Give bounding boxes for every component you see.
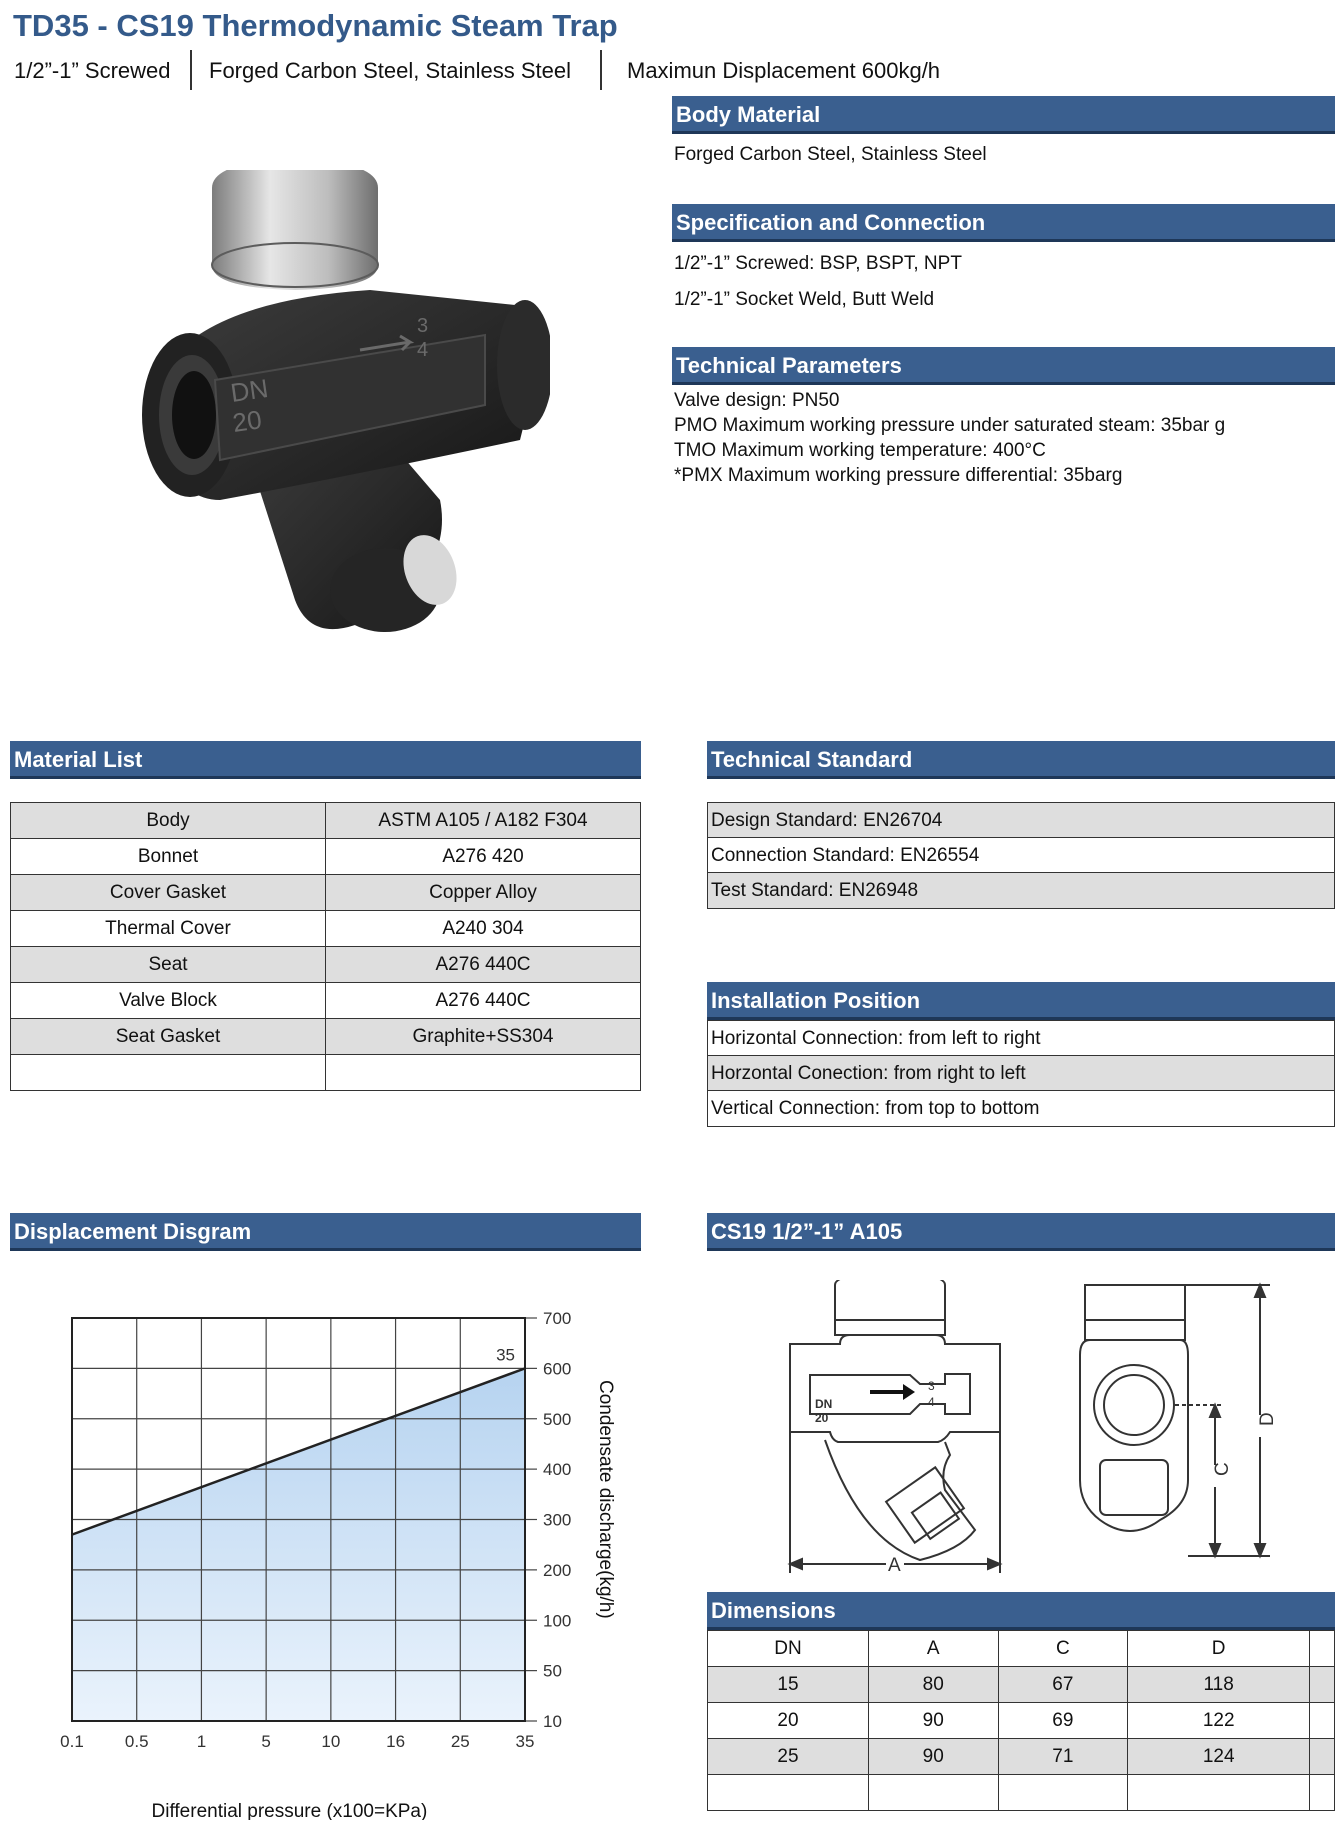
part-material: A276 440C (326, 983, 641, 1019)
table-cell (708, 1775, 869, 1811)
table-cell: 124 (1128, 1739, 1310, 1775)
y-tick-label: 600 (543, 1359, 572, 1379)
dimension-c-label: C (1212, 1462, 1233, 1476)
part-name: Seat Gasket (11, 1019, 326, 1055)
installation-row: Horzontal Conection: from right to left (708, 1056, 1334, 1091)
area-fill (72, 1368, 525, 1721)
column-header: A (868, 1631, 998, 1667)
table-cell: 122 (1128, 1703, 1310, 1739)
x-tick-label: 1 (196, 1732, 207, 1751)
part-name: Valve Block (11, 983, 326, 1019)
tagline-material: Forged Carbon Steel, Stainless Steel (209, 58, 571, 83)
table-cell: 15 (708, 1667, 869, 1703)
dimensions-heading: Dimensions (707, 1592, 1335, 1630)
table-cell: 71 (998, 1739, 1128, 1775)
drawing-dn-text: DN (815, 1397, 833, 1411)
tagline-displacement: Maximun Displacement 600kg/h (627, 58, 941, 83)
column-header: DN (708, 1631, 869, 1667)
x-tick-label: 10 (321, 1732, 341, 1751)
table-cell: 67 (998, 1667, 1128, 1703)
tagline-connection: 1/2”-1” Screwed (14, 58, 171, 83)
x-tick-label: 16 (386, 1732, 406, 1751)
table-cell (1310, 1703, 1335, 1739)
part-name: Body (11, 803, 326, 839)
table-cell (998, 1775, 1128, 1811)
part-name: Cover Gasket (11, 875, 326, 911)
x-tick-label: 25 (450, 1732, 470, 1751)
part-material: A276 440C (326, 947, 641, 983)
standard-row: Test Standard: EN26948 (708, 873, 1334, 908)
installation-row: Horizontal Connection: from left to right (708, 1021, 1334, 1056)
table-row (11, 803, 641, 839)
cast-size-mark-top: 3 (417, 315, 429, 337)
x-tick-label: 5 (261, 1732, 271, 1751)
body-material-heading: Body Material (672, 96, 1335, 134)
drawing-heading: CS19 1/2”-1” A105 (707, 1213, 1335, 1251)
installation-row: Vertical Connection: from top to bottom (711, 1098, 1040, 1119)
dimension-drawing (770, 1280, 1290, 1580)
part-material: A240 304 (326, 911, 641, 947)
dimension-a-label: A (888, 1555, 901, 1576)
technical-standard-heading: Technical Standard (707, 741, 1335, 779)
x-axis-label: Differential pressure (x100=KPa) (151, 1801, 428, 1820)
table-header-row (708, 1631, 1335, 1667)
drawing-size-mark-bottom: 4 (928, 1395, 935, 1409)
y-tick-label: 200 (543, 1560, 572, 1580)
part-material: ASTM A105 / A182 F304 (326, 803, 641, 839)
cast-dn-text: DN (228, 373, 271, 408)
dimension-d-label: D (1257, 1412, 1278, 1426)
cast-size-text: 20 (230, 404, 264, 438)
table-row (11, 1055, 641, 1091)
x-tick-label: 0.5 (124, 1732, 149, 1751)
table-cell (1310, 1739, 1335, 1775)
y-tick-label: 300 (543, 1510, 572, 1530)
table-cell: 69 (998, 1703, 1128, 1739)
column-header: D (1128, 1631, 1310, 1667)
installation-position-list (707, 1020, 1335, 1127)
table-row (11, 1019, 641, 1055)
table-cell: 90 (868, 1739, 998, 1775)
spec-connection-heading: Specification and Connection (672, 204, 1335, 242)
displacement-heading: Displacement Disgram (10, 1213, 641, 1251)
y-tick-label: 500 (543, 1409, 572, 1429)
end-value-annotation: 35 (496, 1345, 515, 1365)
material-list-table (10, 802, 641, 1091)
part-name: Bonnet (11, 839, 326, 875)
table-row (708, 1667, 1335, 1703)
spec-line: 1/2”-1” Socket Weld, Butt Weld (674, 289, 935, 310)
parameter-line: Valve design: PN50 (674, 390, 840, 411)
drawing-size-mark-top: 3 (928, 1379, 935, 1393)
part-material: Copper Alloy (326, 875, 641, 911)
standard-row: Design Standard: EN26704 (708, 803, 1334, 838)
y-axis-label: Condensate discharge(kg/h) (595, 1379, 616, 1619)
table-cell: 25 (708, 1739, 869, 1775)
y-tick-label: 700 (543, 1309, 572, 1328)
table-cell: 118 (1128, 1667, 1310, 1703)
parameter-line: TMO Maximum working temperature: 400°C (674, 440, 1046, 461)
column-header: C (998, 1631, 1128, 1667)
y-tick-label: 50 (543, 1661, 562, 1681)
table-row (11, 839, 641, 875)
table-cell (1310, 1775, 1335, 1811)
table-cell (868, 1775, 998, 1811)
table-cell: 90 (868, 1703, 998, 1739)
part-material: A276 420 (326, 839, 641, 875)
steam-trap-product-image (130, 170, 550, 650)
table-cell (1128, 1775, 1310, 1811)
column-header (1310, 1631, 1335, 1667)
table-cell (1310, 1667, 1335, 1703)
installation-position-heading: Installation Position (707, 982, 1335, 1020)
spec-line: 1/2”-1” Screwed: BSP, BSPT, NPT (674, 253, 962, 274)
table-cell: 20 (708, 1703, 869, 1739)
standard-row: Connection Standard: EN26554 (708, 838, 1334, 873)
y-tick-label: 10 (543, 1712, 562, 1731)
table-row (11, 875, 641, 911)
material-list-heading: Material List (10, 741, 641, 779)
y-tick-label: 400 (543, 1460, 572, 1480)
part-name (11, 1055, 326, 1091)
part-material: Graphite+SS304 (326, 1019, 641, 1055)
technical-parameters-heading: Technical Parameters (672, 347, 1335, 385)
displacement-chart (40, 1300, 630, 1820)
dimensions-table (707, 1630, 1335, 1811)
tagline-divider (600, 50, 602, 90)
cast-size-mark-bottom: 4 (417, 339, 429, 361)
page-title: TD35 - CS19 Thermodynamic Steam Trap (13, 8, 618, 43)
tagline-divider (190, 50, 192, 90)
table-row (708, 1775, 1335, 1811)
x-tick-label: 35 (515, 1732, 535, 1751)
part-name: Seat (11, 947, 326, 983)
table-row (708, 1703, 1335, 1739)
thermal-cover (212, 170, 378, 290)
drawing-size-text: 20 (815, 1411, 829, 1425)
part-name: Thermal Cover (11, 911, 326, 947)
table-row (11, 947, 641, 983)
y-tick-label: 100 (543, 1611, 572, 1631)
table-row (11, 983, 641, 1019)
parameter-line: PMO Maximum working pressure under saturated steam: 35bar g (674, 415, 1226, 436)
x-tick-label: 0.1 (60, 1732, 84, 1751)
parameter-line: *PMX Maximum working pressure differential: 35barg (674, 465, 1123, 486)
part-material (326, 1055, 641, 1091)
table-cell: 80 (868, 1667, 998, 1703)
table-row (708, 1739, 1335, 1775)
table-row (11, 911, 641, 947)
body-material-text: Forged Carbon Steel, Stainless Steel (674, 144, 987, 165)
technical-standard-list (707, 802, 1335, 909)
